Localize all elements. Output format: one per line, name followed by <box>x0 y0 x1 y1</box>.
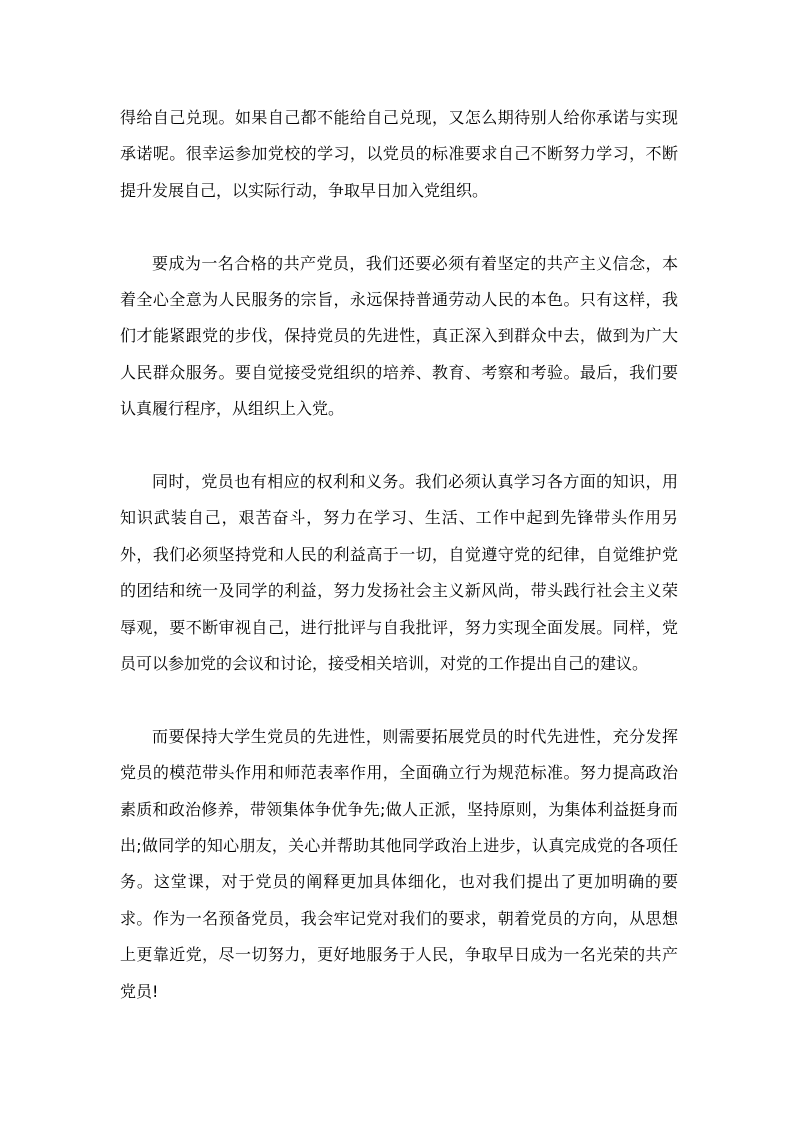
paragraph-4: 而要保持大学生党员的先进性，则需要拓展党员的时代先进性，充分发挥党员的模范带头作用和师范表率作用，全面确立行为规范标准。努力提高政治素质和政治修养，带领集体争优争先;做人正派，坚持原则，为集体利益挺身而出;做同学的知心朋友，关心并帮助其他同学政治上进步，认真完成党的各项任务。这堂课，对于党员的阐释更加具体细化，也对我们提出了更加明确的要求。作为一名预备党员，我会牢记党对我们的要求，朝着党员的方向，从思想上更靠近党，尽一切努力，更好地服务于人民，争取早日成为一名光荣的共产党员! <box>120 726 678 1001</box>
document-body <box>120 100 678 1010</box>
paragraph-3: 同时，党员也有相应的权利和义务。我们必须认真学习各方面的知识，用知识武装自己，艰苦奋斗，努力在学习、生活、工作中起到先锋带头作用另外，我们必须坚持党和人民的利益高于一切，自觉遵守党的纪律，自觉维护党的团结和统一及同学的利益，努力发扬社会主义新风尚，带头践行社会主义荣辱观，要不断审视自己，进行批评与自我批评，努力实现全面发展。同样，党员可以参加党的会议和讨论，接受相关培训，对党的工作提出自己的建议。 <box>120 472 678 674</box>
paragraph-1: 得给自己兑现。如果自己都不能给自己兑现，又怎么期待别人给你承诺与实现承诺呢。很幸运参加党校的学习，以党员的标准要求自己不断努力学习，不断提升发展自己，以实际行动，争取早日加入党组织。 <box>120 108 678 200</box>
paragraph-2: 要成为一名合格的共产党员，我们还要必须有着坚定的共产主义信念，本着全心全意为人民服务的宗旨，永远保持普通劳动人民的本色。只有这样，我们才能紧跟党的步伐，保持党员的先进性，真正深入到群众中去，做到为广大人民群众服务。要自觉接受党组织的培养、教育、考察和考验。最后，我们要认真履行程序，从组织上入党。 <box>120 253 678 419</box>
